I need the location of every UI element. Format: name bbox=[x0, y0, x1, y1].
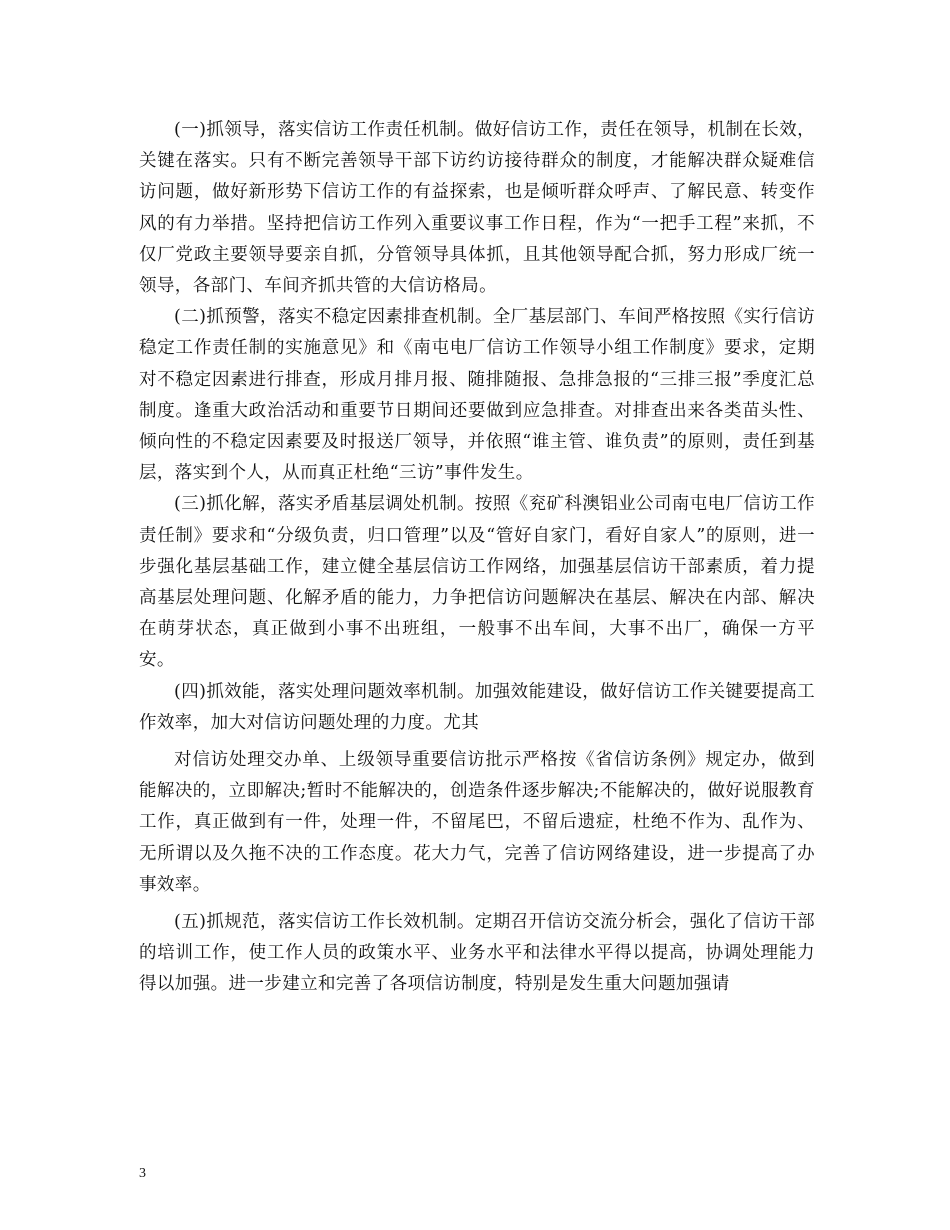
page-number: 3 bbox=[139, 1166, 146, 1181]
document-body bbox=[139, 115, 815, 1001]
paragraph-resolution: (三)抓化解，落实矛盾基层调处机制。按照《兖矿科澳铝业公司南屯电厂信访工作责任制》要求和“分级负责，归口管理”以及“管好自家门，看好自家人”的原则，进一步强化基层基础工作，建立健全基层信访工作网络，加强基层信访干部素质，着力提高基层处理问题、化解矛盾的能力，力争把信访问题解决在基层、解决在内部、解决在萌芽状态，真正做到小事不出班组，一般事不出车间，大事不出厂，确保一方平安。 bbox=[139, 494, 815, 671]
paragraph-standardization: (五)抓规范，落实信访工作长效机制。定期召开信访交流分析会，强化了信访干部的培训工作，使工作人员的政策水平、业务水平和法律水平得以提高，协调处理能力得以加强。进一步建立和完善了各项信访制度，特别是发生重大问题加强请 bbox=[139, 912, 815, 995]
paragraph-leadership: (一)抓领导，落实信访工作责任机制。做好信访工作，责任在领导，机制在长效，关键在落实。只有不断完善领导干部下访约访接待群众的制度，才能解决群众疑难信访问题，做好新形势下信访工作的有益探索，也是倾听群众呼声、了解民意、转变作风的有力举措。坚持把信访工作列入重要议事工作日程，作为“一把手工程”来抓，不仅厂党政主要领导要亲自抓，分管领导具体抓，且其他领导配合抓，努力形成厂统一领导，各部门、车间齐抓共管的大信访格局。 bbox=[139, 120, 815, 297]
paragraph-efficiency: (四)抓效能，落实处理问题效率机制。加强效能建设，做好信访工作关键要提高工作效率，加大对信访问题处理的力度。尤其 bbox=[139, 681, 815, 733]
paragraph-early-warning: (二)抓预警，落实不稳定因素排查机制。全厂基层部门、车间严格按照《实行信访稳定工作责任制的实施意见》和《南屯电厂信访工作领导小组工作制度》要求，定期对不稳定因素进行排查，形成月排月报、随排随报、急排急报的“三排三报”季度汇总制度。逢重大政治活动和重要节日期间还要做到应急排查。对排查出来各类苗头性、倾向性的不稳定因素要及时报送厂领导，并依照“谁主管、谁负责”的原则，责任到基层，落实到个人，从而真正杜绝“三访”事件发生。 bbox=[139, 307, 815, 484]
paragraph-efficiency-continued: 对信访处理交办单、上级领导重要信访批示严格按《省信访条例》规定办，做到能解决的，立即解决;暂时不能解决的，创造条件逐步解决;不能解决的，做好说服教育工作，真正做到有一件，处理一件，不留尾巴，不留后遗症，杜绝不作为、乱作为、无所谓以及久拖不决的工作态度。花大力气，完善了信访网络建设，进一步提高了办事效率。 bbox=[139, 750, 815, 895]
